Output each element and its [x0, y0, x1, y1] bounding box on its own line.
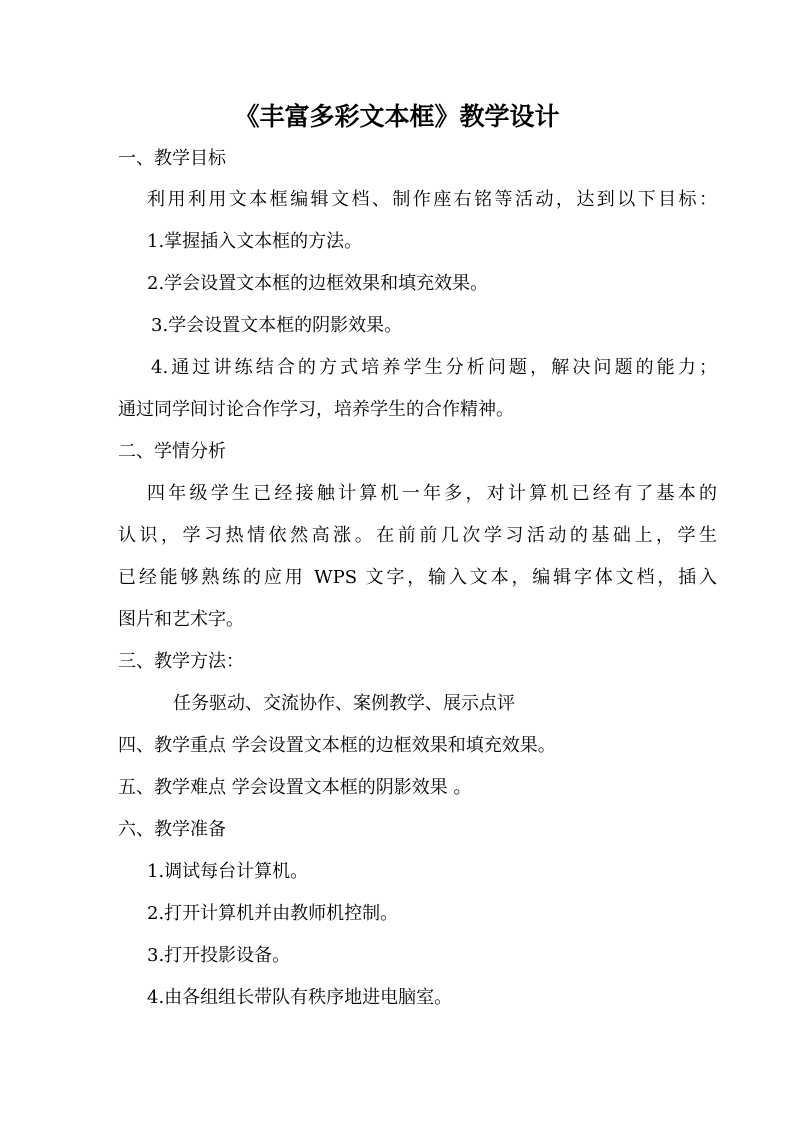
objective-item-1: 1.掌握插入文本框的方法。 [147, 231, 363, 252]
analysis-line-1: 四年级学生已经接触计算机一年多，对计算机已经有了基本的 [147, 483, 717, 504]
objective-item-3: 3.学会设置文本框的阴影效果。 [151, 315, 403, 336]
preparation-item-3: 3.打开投影设备。 [147, 945, 291, 966]
preparation-item-1: 1.调试每台计算机。 [147, 861, 309, 882]
objective-item-2: 2.学会设置文本框的边框效果和填充效果。 [147, 273, 489, 294]
analysis-line-3: 已经能够熟练的应用 WPS 文字，输入文本，编辑字体文档，插入 [118, 567, 717, 588]
section-heading-objectives: 一、教学目标 [118, 148, 226, 169]
methods-content: 任务驱动、交流协作、案例教学、展示点评 [173, 693, 515, 714]
objective-item-4-line-2: 通过同学间讨论合作学习，培养学生的合作精神。 [118, 399, 514, 420]
analysis-line-2: 认识，学习热情依然高涨。在前前几次学习活动的基础上，学生 [118, 525, 717, 546]
section-difficulty: 五、教学难点 学会设置文本框的阴影效果 。 [118, 777, 472, 798]
objectives-intro: 利用利用文本框编辑文档、制作座右铭等活动，达到以下目标： [147, 189, 717, 210]
section-heading-preparation: 六、教学准备 [118, 819, 226, 840]
document-title: 《丰富多彩文本框》教学设计 [234, 102, 560, 131]
section-key-point: 四、教学重点 学会设置文本框的边框效果和填充效果。 [118, 735, 556, 756]
analysis-line-4: 图片和艺术字。 [118, 609, 244, 630]
section-heading-analysis: 二、学情分析 [118, 441, 226, 462]
preparation-item-4: 4.由各组组长带队有秩序地进电脑室。 [147, 987, 453, 1008]
objective-item-4-line-1: 4.通过讲练结合的方式培养学生分析问题，解决问题的能力； [151, 357, 717, 378]
preparation-item-2: 2.打开计算机并由教师机控制。 [147, 903, 399, 924]
section-heading-methods: 三、教学方法： [118, 651, 244, 672]
